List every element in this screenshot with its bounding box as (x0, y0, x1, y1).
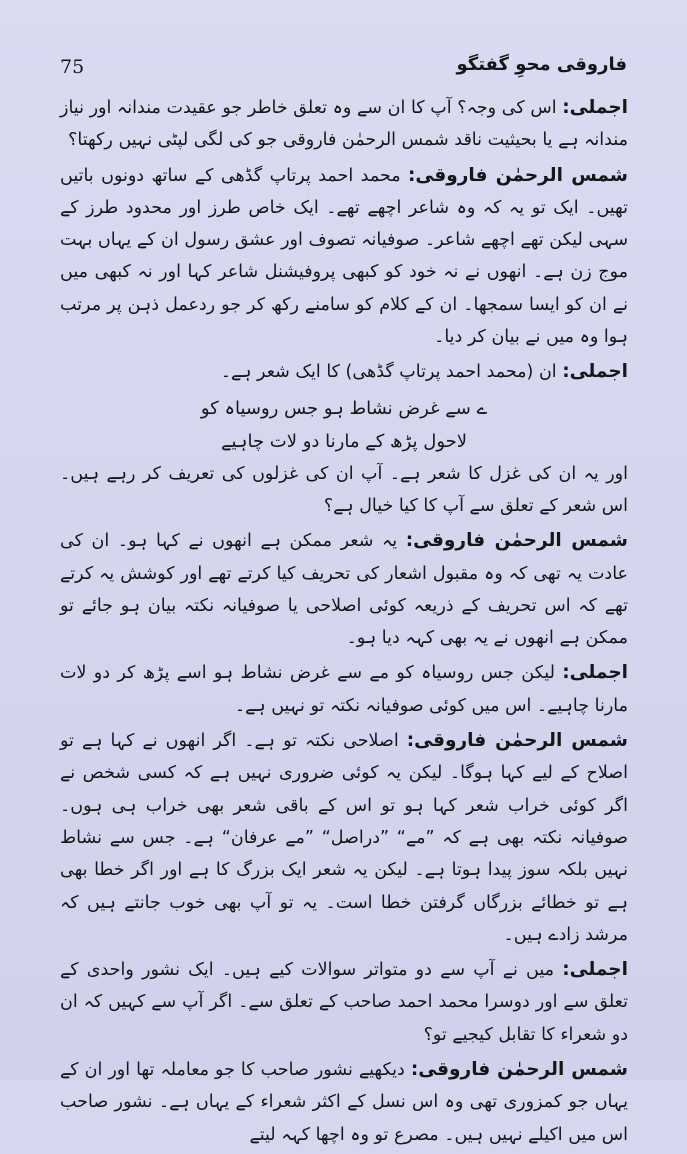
speaker-label: اجملی: (562, 662, 628, 684)
dialogue-text: یہ شعر ممکن ہے انھوں نے کہا ہو۔ ان کی عادت یہ تھی کہ وہ مقبول اشعار کی تحریف کیا کرتے تھے اور کوشش یہ کرتے تھے کہ اس تحریف کے ذریعہ کوئی اصلاحی یا صوفیانہ نکتہ بیان ہو جائے تو ممکن ہے انھوں نے یہ بھی کہہ دیا ہو۔ (60, 531, 628, 649)
speaker-label: شمس الرحمٰن فاروقی: (406, 730, 628, 752)
dialogue-paragraph (60, 954, 628, 1051)
dialogue-text: لیکن جس روسیاہ کو مے سے غرض نشاط ہو اسے پڑھ کر دو لات مارنا چاہیے۔ اس میں کوئی صوفیانہ نکتہ تو نہیں ہے۔ (60, 663, 628, 716)
page-header (60, 50, 627, 90)
verse-couplet (60, 392, 628, 458)
verse-line: ے سے غرض نشاط ہو جس روسیاہ کو (200, 397, 488, 419)
dialogue-text: میں نے آپ سے دو متواتر سوالات کیے ہیں۔ ایک نشور واحدی کے تعلق سے اور دوسرا محمد احمد صاحب کے تعلق سے۔ اگر آپ سے کہیں کہ ان دو شعراء کا تقابل کیجیے تو؟ (60, 960, 628, 1045)
dialogue-text: اس کی وجہ؟ آپ کا ان سے وہ تعلق خاطر جو عقیدت مندانہ اور نیاز مندانہ ہے یا بحیثیت ناقد شمس الرحمٰن فاروقی جو کی لگی لپٹی نہیں رکھتا؟ (60, 98, 628, 151)
running-title: فاروقی محوِ گفتگو (456, 54, 627, 75)
speaker-label: شمس الرحمٰن فاروقی: (410, 1059, 628, 1081)
speaker-label: شمس الرحمٰن فاروقی: (405, 530, 628, 552)
dialogue-paragraph (60, 725, 628, 951)
speaker-label: اجملی: (562, 361, 628, 383)
dialogue-paragraph (60, 458, 628, 523)
page-number: 75 (60, 56, 85, 78)
dialogue-paragraph (60, 657, 628, 722)
interview-text (60, 92, 628, 1154)
dialogue-paragraph (60, 525, 628, 654)
speaker-label: اجملی: (562, 97, 628, 118)
dialogue-paragraph (60, 92, 628, 157)
verse-line: لاحول پڑھ کے مارنا دو لات چاہیے (220, 430, 468, 452)
speaker-label: شمس الرحمٰن فاروقی: (408, 164, 628, 186)
dialogue-paragraph (60, 356, 628, 388)
dialogue-text: اور یہ ان کی غزل کا شعر ہے۔ آپ ان کی غزلوں کی تعریف کر رہے ہیں۔ اس شعر کے تعلق سے آپ کا کیا خیال ہے؟ (60, 463, 628, 516)
dialogue-text: اصلاحی نکتہ تو ہے۔ اگر انھوں نے کہا ہے تو اصلاح کے لیے کہا ہوگا۔ لیکن یہ کوئی ضروری نہیں ہے کہ کسی شخص نے اگر کوئی خراب شعر کہا ہو تو اس کے باقی شعر بھی خراب ہی ہوں۔ صوفیانہ نکتہ بھی ہے کہ ”مے“ ”دراصل“ ”مے عرفان“ ہے۔ جس سے نشاط نہیں بلکہ سوز پیدا ہوتا ہے۔ لیکن یہ شعر ایک بزرگ کا ہے اور اگر خطا بھی ہے تو خطائے بزرگاں گرفتن خطا است۔ یہ تو آپ بھی خوب جانتے ہیں کہ مرشد زادے ہیں۔ (60, 731, 628, 945)
dialogue-text: دیکھیے نشور صاحب کا جو معاملہ تھا اور ان کے یہاں جو کمزوری تھی وہ اس نسل کے اکثر شعراء کے یہاں ہے۔ نشور صاحب اس میں اکیلے نہیں ہیں۔ مصرع تو وہ اچھا کہہ لیتے (60, 1060, 628, 1145)
dialogue-text: ان (محمد احمد پرتاپ گڈھی) کا ایک شعر ہے۔ (220, 362, 557, 383)
dialogue-text: محمد احمد پرتاپ گڈھی کے ساتھ دونوں باتیں تھیں۔ ایک تو یہ کہ وہ شاعر اچھے تھے۔ ایک خاص طرز اور محدود طرز کے سہی لیکن تھے اچھے شاعر۔ صوفیانہ تصوف اور عشق رسول ان کے یہاں بہت موج زن ہے۔ انھوں نے نہ خود کو کبھی پروفیشنل شاعر کہا اور نہ کبھی میں نے ان کو ایسا سمجھا۔ ان کے کلام کو سامنے رکھ کر جو ردعمل ذہن پر مرتب ہوا وہ میں نے بیان کر دیا۔ (60, 165, 628, 348)
dialogue-paragraph (60, 1054, 628, 1151)
speaker-label: اجملی: (562, 959, 628, 981)
dialogue-paragraph (60, 160, 628, 354)
